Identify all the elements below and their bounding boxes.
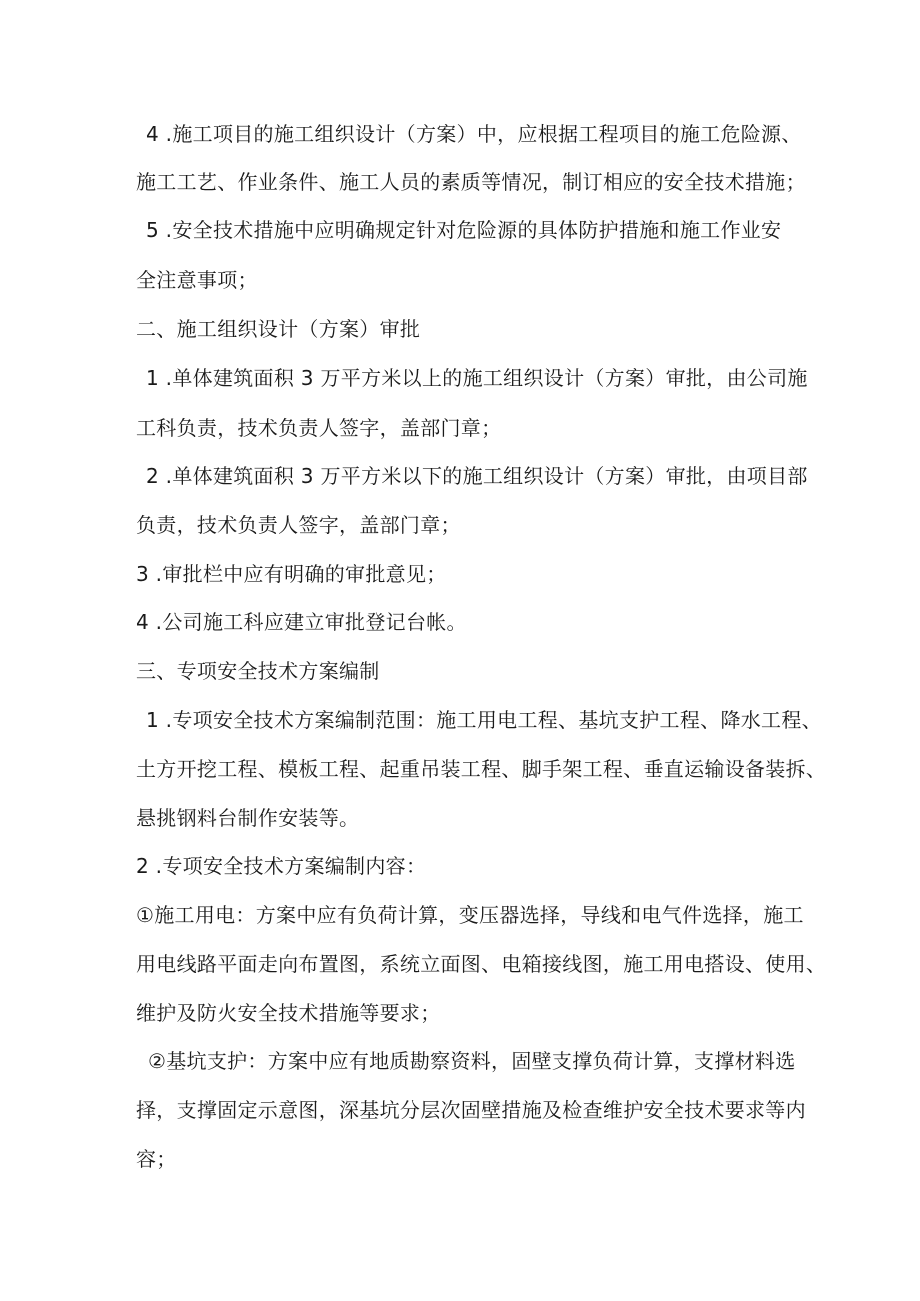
section-3-heading: 三、专项安全技术方案编制	[136, 659, 380, 683]
paragraph-1-special-plan-scope-line-3: 悬挑钢料台制作安装等。	[136, 806, 360, 830]
item-2-foundation-pit-support-line-1: ②基坑支护：方案中应有地质勘察资料，固壁支撑负荷计算，支撑材料选	[148, 1049, 796, 1073]
paragraph-3-approval-opinion: 3 .审批栏中应有明确的审批意见；	[136, 562, 447, 586]
paragraph-4-construction-design-line-2: 施工工艺、作业条件、施工人员的素质等情况，制订相应的安全技术措施；	[136, 170, 806, 194]
paragraph-4-approval-ledger: 4 .公司施工科应建立审批登记台帐。	[136, 610, 467, 634]
paragraph-1-special-plan-scope-line-1: 1 .专项安全技术方案编制范围：施工用电工程、基坑支护工程、降水工程、	[146, 708, 822, 732]
paragraph-1-approval-above-line-2: 工科负责，技术负责人签字，盖部门章；	[136, 416, 502, 440]
paragraph-5-safety-measures-line-1: 5 .安全技术措施中应明确规定针对危险源的具体防护措施和施工作业安	[146, 218, 782, 242]
item-1-temporary-power-line-1: ①施工用电：方案中应有负荷计算，变压器选择，导线和电气件选择，施工	[136, 903, 804, 927]
paragraph-2-special-plan-content: 2 .专项安全技术方案编制内容：	[136, 854, 427, 878]
paragraph-2-approval-below-line-1: 2 .单体建筑面积 3 万平方米以下的施工组织设计（方案）审批，由项目部	[146, 464, 808, 488]
paragraph-1-approval-above-line-1: 1 .单体建筑面积 3 万平方米以上的施工组织设计（方案）审批，由公司施	[146, 366, 808, 390]
item-2-foundation-pit-support-line-2: 择，支撑固定示意图，深基坑分层次固壁措施及检查维护安全技术要求等内	[136, 1098, 806, 1122]
paragraph-4-construction-design-line-1: 4 .施工项目的施工组织设计（方案）中，应根据工程项目的施工危险源、	[146, 122, 802, 146]
item-1-temporary-power-line-2: 用电线路平面走向布置图，系统立面图、电箱接线图，施工用电搭设、使用、	[136, 952, 827, 976]
paragraph-5-safety-measures-line-2: 全注意事项；	[136, 268, 258, 292]
section-2-heading: 二、施工组织设计（方案）审批	[136, 317, 421, 341]
paragraph-1-special-plan-scope-line-2: 土方开挖工程、模板工程、起重吊装工程、脚手架工程、垂直运输设备装拆、	[136, 757, 827, 781]
item-1-temporary-power-line-3: 维护及防火安全技术措施等要求；	[136, 1001, 441, 1025]
paragraph-2-approval-below-line-2: 负责，技术负责人签字，盖部门章；	[136, 513, 461, 537]
item-2-foundation-pit-support-line-3: 容；	[136, 1147, 177, 1171]
